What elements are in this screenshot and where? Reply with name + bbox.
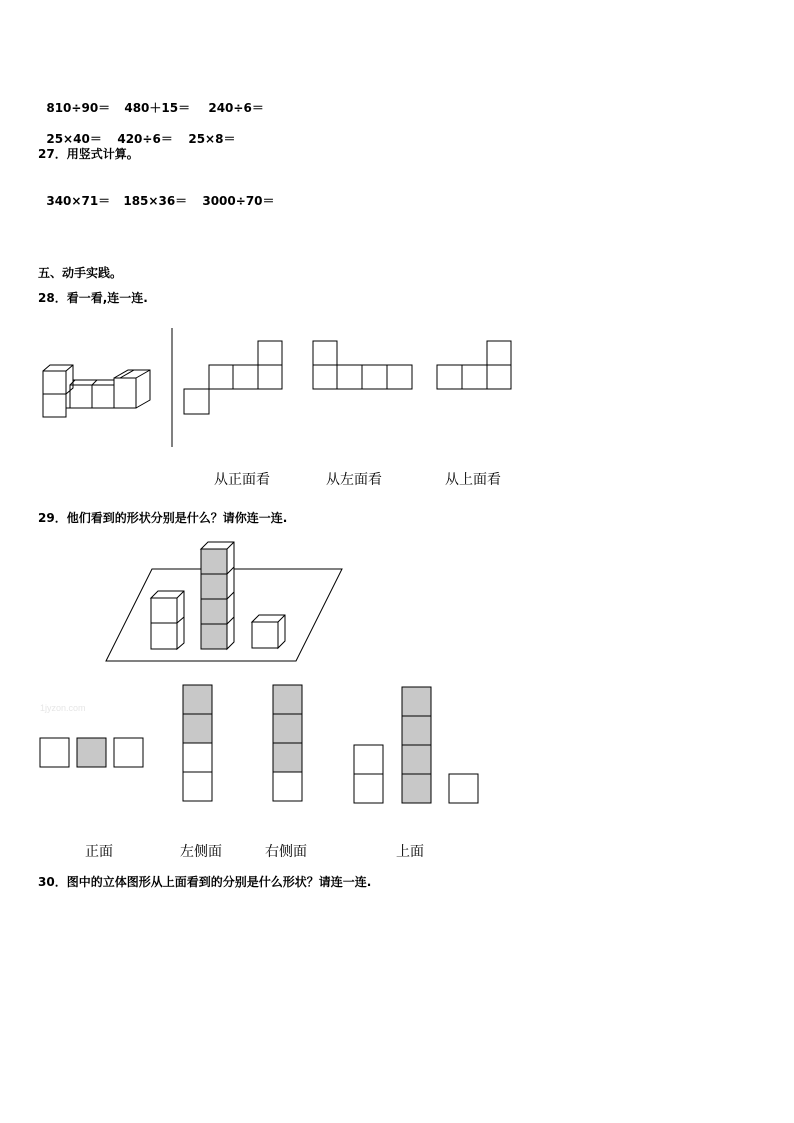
expression: 240÷6＝ xyxy=(208,101,264,115)
label-front: 正面 xyxy=(85,844,113,860)
section-5-title: 五、动手实践。 xyxy=(38,266,123,280)
label-left-side: 左侧面 xyxy=(180,844,222,860)
label-top: 上面 xyxy=(396,844,424,860)
question-27: 27．用竖式计算。 xyxy=(38,147,139,161)
view-shape-c xyxy=(437,341,511,389)
cube-stack-2 xyxy=(151,591,184,649)
expression: 810÷90＝ xyxy=(46,101,111,115)
expression: 185×36＝ xyxy=(123,194,188,208)
cube-single xyxy=(252,615,285,648)
label-front-view: 从正面看 xyxy=(214,472,270,488)
cube-stack-4 xyxy=(201,542,234,649)
answer-shape-column-b xyxy=(273,685,302,801)
label-right-side: 右侧面 xyxy=(265,844,307,860)
answer-shape-combo xyxy=(354,687,478,803)
expression: 340×71＝ xyxy=(46,194,111,208)
question-28: 28．看一看,连一连. xyxy=(38,291,148,305)
calc-row-1 xyxy=(38,84,264,116)
label-top-view: 从上面看 xyxy=(445,472,501,488)
watermark: 1jyzon.com xyxy=(40,703,86,713)
expression: 25×8＝ xyxy=(188,132,236,146)
expression: 25×40＝ xyxy=(46,132,102,146)
expression: 3000÷70＝ xyxy=(202,194,275,208)
answer-shape-row xyxy=(40,738,143,767)
answer-shape-column-a xyxy=(183,685,212,801)
question-29: 29．他们看到的形状分别是什么？请你连一连. xyxy=(38,511,288,525)
question-30: 30．图中的立体图形从上面看到的分别是什么形状？请连一连. xyxy=(38,875,372,889)
label-left-view: 从左面看 xyxy=(326,472,382,488)
calc-row-2 xyxy=(38,115,235,147)
calc-row-3 xyxy=(38,177,275,209)
base-plane xyxy=(106,569,342,661)
view-shape-b xyxy=(313,341,412,389)
expression: 480＋15＝ xyxy=(124,101,191,115)
q28-solid xyxy=(43,365,150,417)
view-shape-a xyxy=(184,341,282,414)
expression: 420÷6＝ xyxy=(117,132,173,146)
